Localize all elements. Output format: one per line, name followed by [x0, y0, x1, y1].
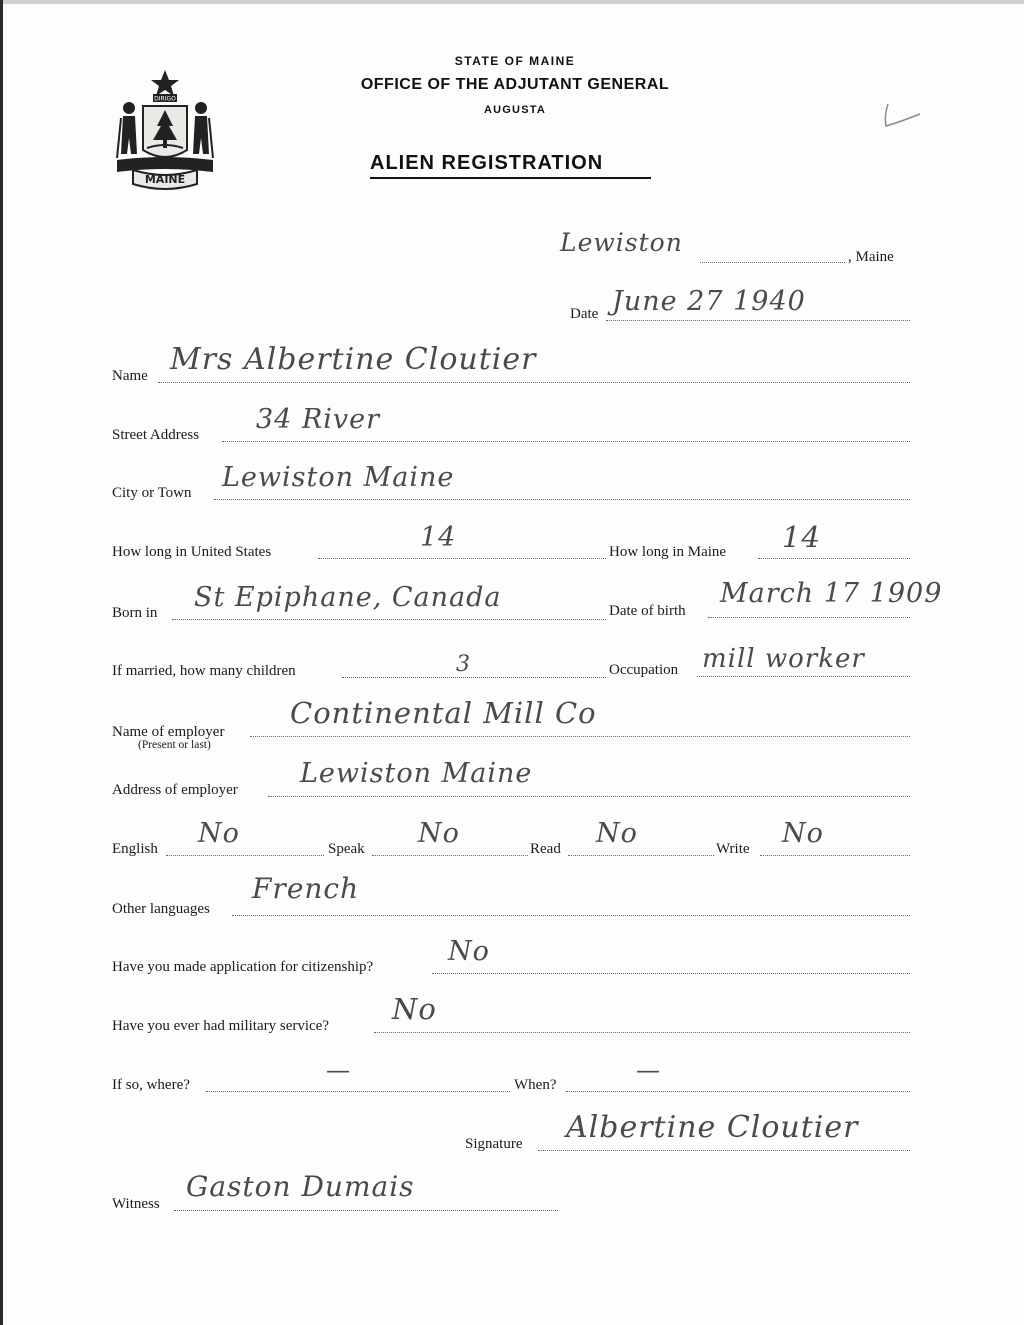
date-line	[606, 320, 910, 321]
city-label: City or Town	[112, 485, 192, 501]
how-long-us-value: 14	[420, 522, 457, 553]
read-label: Read	[530, 841, 561, 857]
occupation-value: mill worker	[702, 644, 865, 674]
date-of-birth-value: March 17 1909	[720, 578, 943, 609]
signature-label: Signature	[465, 1136, 523, 1152]
how-long-maine-line	[758, 558, 910, 559]
children-label: If married, how many children	[112, 663, 296, 679]
witness-value: Gaston Dumais	[186, 1170, 415, 1203]
read-line	[568, 855, 714, 856]
employer-line	[250, 736, 910, 737]
military-line	[374, 1032, 910, 1033]
title-underline	[370, 177, 651, 179]
read-value: No	[596, 818, 638, 849]
born-in-value: St Epiphane, Canada	[194, 582, 502, 613]
employer-sublabel: (Present or last)	[138, 739, 211, 751]
date-label: Date	[570, 306, 599, 322]
write-value: No	[782, 818, 824, 849]
employer-address-label: Address of employer	[112, 782, 238, 798]
how-long-us-line	[318, 558, 606, 559]
speak-line	[372, 855, 528, 856]
where-line	[206, 1091, 510, 1092]
header-office: OFFICE OF THE ADJUTANT GENERAL	[360, 76, 670, 93]
signature-value: Albertine Cloutier	[566, 1110, 859, 1145]
military-value: No	[392, 992, 437, 1026]
other-languages-label: Other languages	[112, 901, 210, 917]
write-line	[760, 855, 910, 856]
employer-address-line	[268, 796, 910, 797]
header-state: STATE OF MAINE	[454, 54, 576, 68]
check-mark-icon	[880, 100, 930, 130]
occupation-label: Occupation	[609, 662, 679, 678]
english-line	[166, 855, 324, 856]
other-languages-line	[232, 915, 910, 916]
witness-label: Witness	[112, 1196, 160, 1212]
born-in-label: Born in	[112, 605, 158, 621]
citizenship-label: Have you made application for citizenship?	[112, 959, 374, 975]
other-languages-value: French	[252, 872, 360, 905]
speak-label: Speak	[328, 841, 365, 857]
where-value: —	[326, 1056, 351, 1084]
when-value: —	[636, 1056, 661, 1084]
svg-text:DIRIGO: DIRIGO	[154, 95, 176, 103]
children-value: 3	[456, 652, 471, 677]
write-label: Write	[716, 841, 750, 857]
scan-left-edge	[0, 0, 3, 1325]
born-in-line	[172, 619, 606, 620]
city-value: Lewiston Maine	[222, 462, 455, 493]
signature-line	[538, 1150, 910, 1151]
name-line	[158, 382, 910, 383]
street-address-label: Street Address	[112, 427, 200, 443]
english-value: No	[198, 818, 240, 849]
witness-line	[174, 1210, 558, 1211]
how-long-maine-label: How long in Maine	[609, 544, 727, 560]
name-value: Mrs Albertine Cloutier	[170, 342, 537, 377]
place-label: , Maine	[848, 249, 894, 265]
when-line	[566, 1091, 910, 1092]
scan-top-edge	[0, 0, 1024, 4]
place-line	[700, 262, 845, 263]
date-value: June 27 1940	[612, 286, 806, 317]
employer-address-value: Lewiston Maine	[300, 758, 533, 789]
svg-text:MAINE: MAINE	[144, 173, 186, 186]
header-city: AUGUSTA	[484, 104, 546, 116]
citizenship-value: No	[448, 936, 490, 967]
name-label: Name	[112, 368, 148, 384]
employer-label: Name of employer	[112, 724, 225, 740]
form-title: ALIEN REGISTRATION	[370, 152, 604, 174]
street-address-value: 34 River	[256, 404, 381, 435]
speak-value: No	[418, 818, 460, 849]
children-line	[342, 677, 606, 678]
date-of-birth-label: Date of birth	[609, 603, 686, 619]
employer-value: Continental Mill Co	[290, 696, 597, 730]
occupation-line	[697, 676, 910, 677]
when-label: When?	[514, 1077, 557, 1093]
maine-state-seal-icon	[113, 68, 217, 192]
english-label: English	[112, 841, 158, 857]
where-label: If so, where?	[112, 1077, 190, 1093]
citizenship-line	[432, 973, 910, 974]
city-line	[214, 499, 910, 500]
date-of-birth-line	[708, 617, 910, 618]
street-address-line	[222, 441, 910, 442]
how-long-us-label: How long in United States	[112, 544, 272, 560]
how-long-maine-value: 14	[782, 520, 821, 554]
place-value: Lewiston	[560, 228, 683, 257]
military-label: Have you ever had military service?	[112, 1018, 329, 1034]
